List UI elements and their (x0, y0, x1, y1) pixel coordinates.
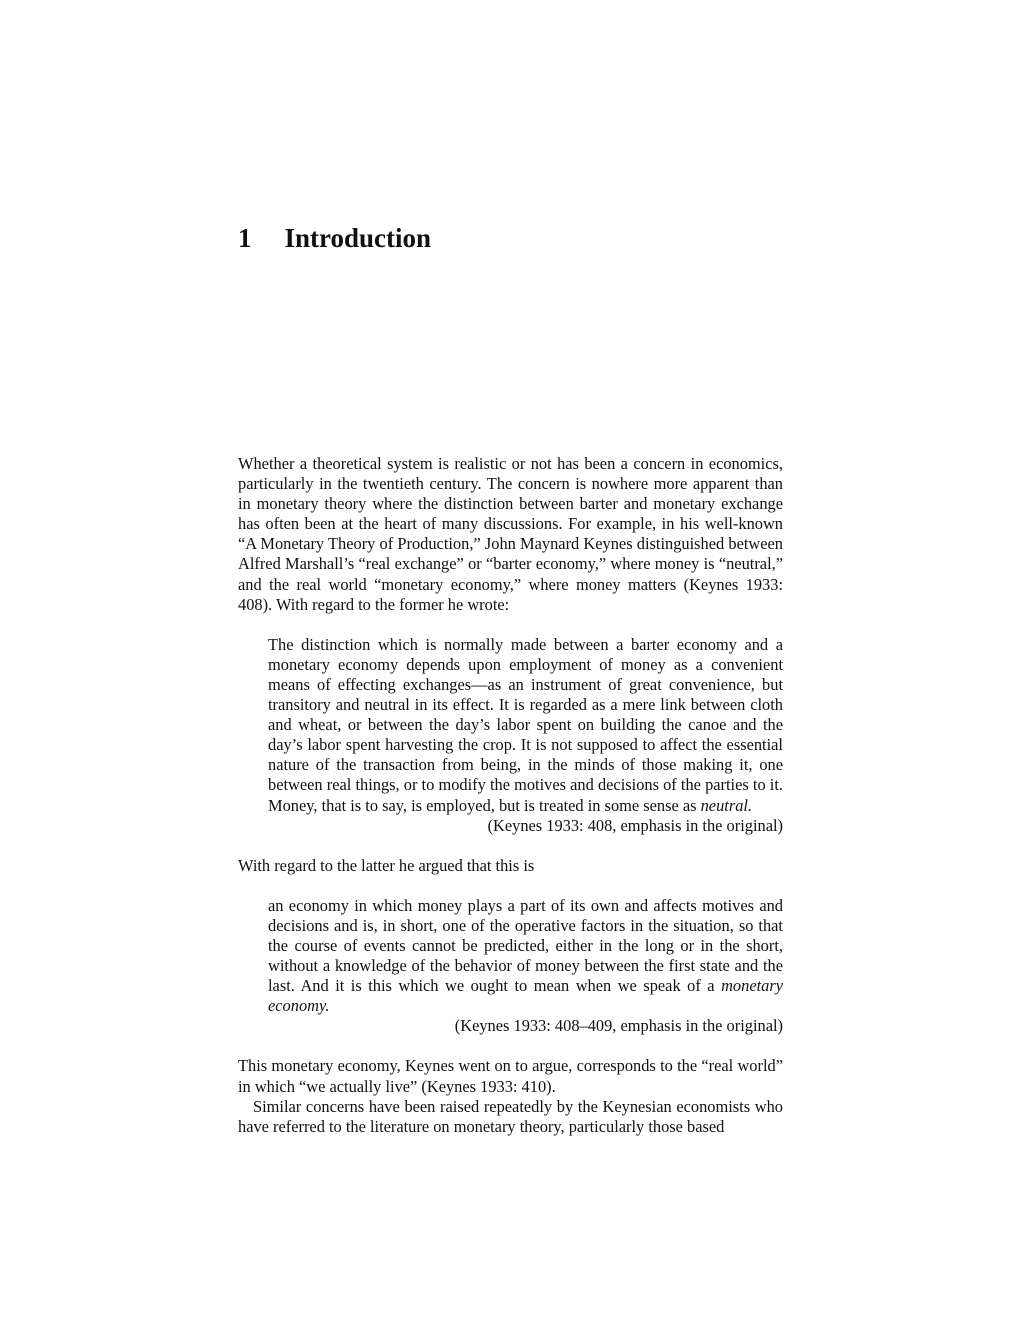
chapter-number: 1 (238, 223, 252, 253)
paragraph-monetary-economy: This monetary economy, Keynes went on to argue, corresponds to the “real world” in which “we actually live” (Keynes 1933: 410). (238, 1056, 783, 1096)
chapter-heading (238, 222, 783, 254)
paragraph-similar-concerns: Similar concerns have been raised repeatedly by the Keynesian economists who have referred to the literature on monetary theory, particularly those based (238, 1096, 783, 1136)
chapter-title: Introduction (284, 223, 432, 253)
quote-1-body: The distinction which is normally made between a barter economy and a monetary economy depends upon employment of money as a convenient means of effecting exchanges—as an instrument of great convenience, but transitory and neutral in its effect. It is regarded as a mere link between cloth and wheat, or between the day’s labor spent on building the canoe and the day’s labor spent harvesting the crop. It is not supposed to affect the essential nature of the transaction from being, in the minds of those making it, one between real things, or to modify the motives and decisions of the parties to it. Money, that is to say, is employed, but is treated in some sense as (268, 634, 783, 815)
quote-1-text (268, 635, 783, 816)
paragraph-intro: Whether a theoretical system is realistic or not has been a concern in economics, particularly in the twentieth century. The concern is nowhere more apparent than in monetary theory where the distinction between barter and monetary exchange has often been at the heart of many discussions. For example, in his well-known “A Monetary Theory of Production,” John Maynard Keynes distinguished between Alfred Marshall’s “real exchange” or “barter economy,” where money is “neutral,” and the real world “monetary economy,” where money matters (Keynes 1933: 408). With regard to the former he wrote: (238, 454, 783, 614)
quote-1-emphasis: neutral. (700, 795, 753, 815)
blockquote-keynes-2 (268, 896, 783, 1037)
quote-2-body: an economy in which money plays a part of its own and affects motives and decisions and is, in short, one of the operative factors in the situation, so that the course of events cannot be predicted, either in the long or in the short, without a knowledge of the behavior of money between the first state and the last. And it is this which we ought to mean when we speak of a (268, 895, 783, 996)
quote-2-emphasis: monetary economy. (268, 976, 783, 1016)
body-text (238, 454, 783, 1137)
quote-2-attribution: (Keynes 1933: 408–409, emphasis in the original) (454, 1016, 783, 1036)
quote-2-text (268, 896, 783, 1017)
page-content (238, 0, 783, 1137)
paragraph-latter: With regard to the latter he argued that this is (238, 855, 535, 875)
quote-1-attribution: (Keynes 1933: 408, emphasis in the original) (487, 815, 783, 835)
blockquote-keynes-1 (268, 635, 783, 836)
